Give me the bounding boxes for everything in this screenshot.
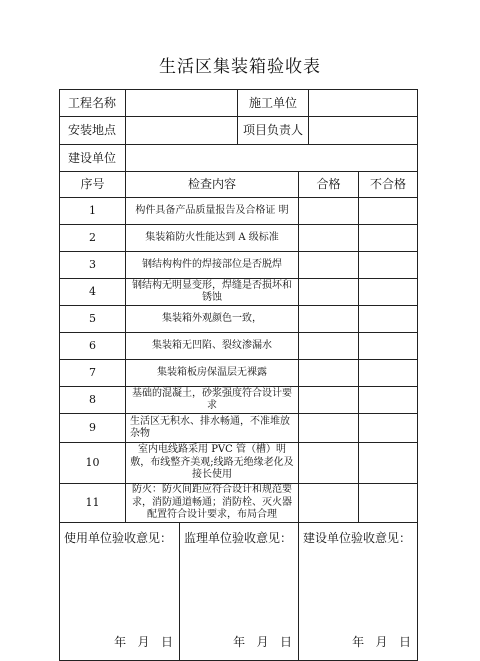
pass-cell[interactable] [299, 198, 359, 224]
table-row [60, 333, 417, 360]
pass-header: 合格 [299, 172, 359, 197]
fail-cell[interactable] [359, 225, 417, 251]
install-location-field[interactable] [126, 117, 238, 144]
acceptance-form [59, 89, 418, 661]
pass-cell[interactable] [299, 333, 359, 359]
item-content: 防火：防火间距应符合设计和规范要 求，消防通道畅通；消防栓、灭火器配置符合设计要求，布局合理 [126, 484, 299, 522]
build-unit-label: 建设单位 [60, 145, 126, 171]
user-unit-date: 年 月 日 [114, 635, 173, 649]
item-number: 2 [60, 225, 126, 251]
item-number: 8 [60, 387, 126, 413]
item-content: 基础的混凝土，砂浆强度符合设计要求 [126, 387, 299, 413]
pass-cell[interactable] [299, 387, 359, 413]
fail-cell[interactable] [359, 443, 417, 483]
pass-cell[interactable] [299, 225, 359, 251]
pass-cell[interactable] [299, 279, 359, 305]
build-unit-opinion-label: 建设单位验收意见： [303, 531, 412, 545]
fail-cell[interactable] [359, 387, 417, 413]
pass-cell[interactable] [299, 443, 359, 483]
item-number: 7 [60, 360, 126, 386]
project-name-field[interactable] [126, 90, 238, 116]
item-number: 4 [60, 279, 126, 305]
item-content: 集装箱板房保温层无裸露 [126, 360, 299, 386]
item-content: 集装箱外观颜色一致， [126, 306, 299, 332]
build-unit-field[interactable] [126, 145, 417, 171]
fail-cell[interactable] [359, 252, 417, 278]
project-name-label: 工程名称 [60, 90, 126, 116]
pass-cell[interactable] [299, 252, 359, 278]
item-content: 钢结构构件的焊接部位是否脱焊 [126, 252, 299, 278]
table-row [60, 225, 417, 252]
table-row [60, 279, 417, 306]
table-header-row [60, 172, 417, 198]
table-row [60, 198, 417, 225]
page-title: 生活区集装箱验收表 [159, 57, 321, 77]
item-number: 10 [60, 443, 126, 483]
table-row [60, 484, 417, 523]
fail-cell[interactable] [359, 306, 417, 332]
item-content: 室内电线路采用 PVC 管（槽）明敷，布线整齐美观;线路无绝缘老化及接长使用 [126, 443, 299, 483]
table-row [60, 306, 417, 333]
table-row [60, 443, 417, 484]
supervisor-unit-date: 年 月 日 [233, 635, 292, 649]
pass-cell[interactable] [299, 360, 359, 386]
item-number: 1 [60, 198, 126, 224]
item-content: 集装箱防火性能达到 A 级标准 [126, 225, 299, 251]
fail-cell[interactable] [359, 333, 417, 359]
supervisor-unit-label: 监理单位验收意见： [184, 531, 293, 545]
build-unit-opinion[interactable] [299, 523, 417, 660]
fail-cell[interactable] [359, 484, 417, 522]
supervisor-unit-opinion[interactable] [180, 523, 299, 660]
construction-unit-field[interactable] [309, 90, 417, 116]
table-row [60, 387, 417, 414]
content-header: 检查内容 [126, 172, 299, 197]
item-number: 11 [60, 484, 126, 522]
build-unit-date: 年 月 日 [352, 635, 411, 649]
user-unit-label: 使用单位验收意见： [64, 531, 173, 545]
pass-cell[interactable] [299, 484, 359, 522]
index-header: 序号 [60, 172, 126, 197]
info-row-location [60, 117, 417, 145]
item-number: 5 [60, 306, 126, 332]
info-row-build-unit [60, 145, 417, 172]
item-content: 构件具备产品质量报告及合格证 明 [126, 198, 299, 224]
table-row [60, 360, 417, 387]
fail-header: 不合格 [369, 177, 406, 191]
item-number: 9 [60, 414, 126, 442]
project-manager-field[interactable] [309, 117, 417, 144]
fail-cell[interactable] [359, 279, 417, 305]
item-content: 生活区无积水、排水畅通，不准堆放杂物 [126, 414, 299, 442]
fail-cell[interactable] [359, 360, 417, 386]
pass-cell[interactable] [299, 414, 359, 442]
info-row-project [60, 90, 417, 117]
item-number: 3 [60, 252, 126, 278]
fail-cell[interactable] [359, 414, 417, 442]
pass-cell[interactable] [299, 306, 359, 332]
item-content: 集装箱无凹陷、裂纹渗漏水 [126, 333, 299, 359]
fail-cell[interactable] [359, 198, 417, 224]
install-location-label: 安装地点 [60, 117, 126, 144]
item-content: 钢结构无明显变形，焊缝是否损坏和锈蚀 [126, 279, 299, 305]
item-number: 6 [60, 333, 126, 359]
table-row [60, 414, 417, 443]
table-row [60, 252, 417, 279]
construction-unit-label: 施工单位 [238, 90, 309, 116]
signature-row [60, 523, 417, 660]
user-unit-opinion[interactable] [60, 523, 180, 660]
project-manager-label: 项目负责人 [238, 117, 309, 144]
